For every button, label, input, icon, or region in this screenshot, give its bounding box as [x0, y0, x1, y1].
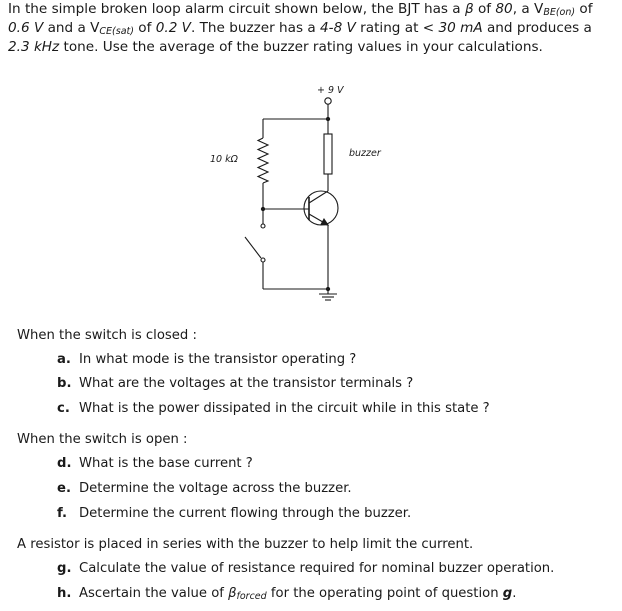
alarm-circuit-diagram: [195, 82, 395, 304]
open-heading: When the switch is open :: [17, 432, 188, 447]
question-e: e. Determine the voltage across the buzzer.: [57, 481, 352, 496]
buzzer-label: buzzer: [349, 148, 381, 159]
question-h: h. Ascertain the value of $\beta_{forced}$ for the operating point of question g.: [57, 586, 517, 602]
closed-heading: When the switch is closed :: [17, 328, 197, 343]
resistor-heading: A resistor is placed in series with the buzzer to help limit the current.: [17, 537, 474, 552]
switch-terminal: [261, 224, 265, 228]
question-d: d. What is the base current ?: [57, 456, 253, 471]
question-b: b. What are the voltages at the transistor terminals ?: [57, 376, 414, 391]
question-g: g. Calculate the value of resistance required for nominal buzzer operation.: [57, 561, 555, 576]
switch-blade: [245, 237, 261, 258]
problem-statement: In the simple broken loop alarm circuit shown below, the BJT has a β of 80, a $V_{BE(on)}$ of 0.6 V and a $V_{CE(sat)}$ of 0.2 V. The buzzer has a 4-8 V rating at < 30 mA and produces a 2.3 kHz tone. Use the average of the buzzer rating values in your calculations.: [8, 1, 593, 55]
emitter-arrow: [321, 219, 328, 225]
supply-label: + 9 V: [317, 85, 344, 96]
supply-terminal: [325, 98, 331, 104]
question-c: c. What is the power dissipated in the circuit while in this state ?: [57, 401, 490, 416]
question-f: f. Determine the current flowing through the buzzer.: [57, 506, 412, 521]
buzzer-symbol: [324, 134, 332, 174]
question-a: a. In what mode is the transistor operating ?: [57, 352, 357, 367]
resistor-symbol: [258, 138, 268, 183]
resistor-label: 10 kΩ: [210, 154, 238, 165]
